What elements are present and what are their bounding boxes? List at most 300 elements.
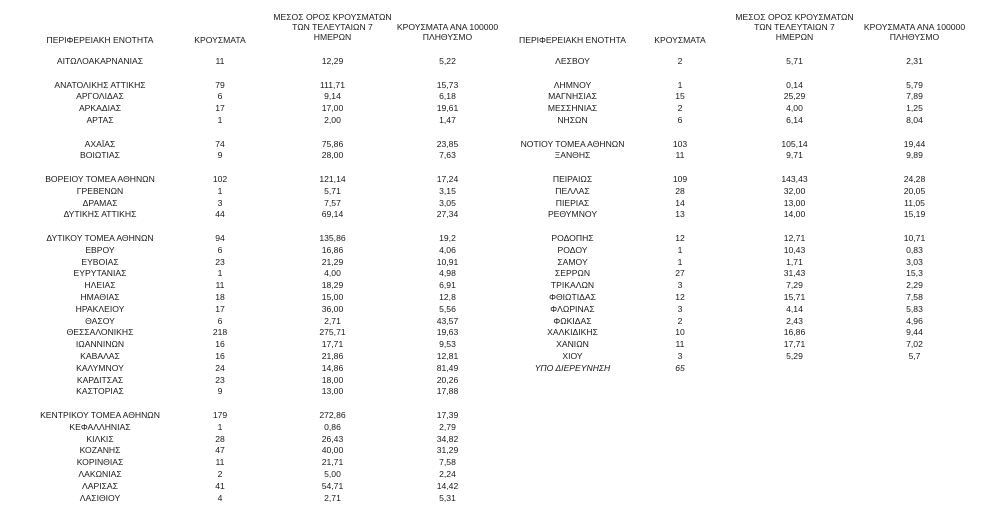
cell-per100k: 7,02 <box>906 339 923 350</box>
cell-cases: 11 <box>675 339 685 350</box>
header-cases: ΚΡΟΥΣΜΑΤΑ <box>194 35 246 45</box>
cell-region: ΧΙΟΥ <box>562 351 583 361</box>
table-row <box>0 292 500 303</box>
cell-cases: 15 <box>675 91 685 102</box>
cell-cases: 24 <box>215 362 225 373</box>
cell-region: ΑΡΤΑΣ <box>86 115 114 125</box>
table-row <box>500 304 982 315</box>
cell-cases: 79 <box>215 79 225 90</box>
table-row-spacer <box>0 127 500 138</box>
cell-region: ΛΑΣΙΘΙΟΥ <box>79 492 121 503</box>
cell-avg7: 18,29 <box>321 280 344 291</box>
cell-avg7: 15,00 <box>321 292 344 302</box>
table-row <box>0 493 500 504</box>
table-row <box>0 363 500 374</box>
cell-avg7: 25,29 <box>783 91 806 102</box>
cell-region: ΛΕΣΒΟΥ <box>555 56 590 66</box>
cell-avg7: 13,00 <box>321 386 344 397</box>
cell-avg7: 28,00 <box>321 150 344 161</box>
cell-per100k: 3,05 <box>439 197 456 208</box>
header-per100k-line1: ΚΡΟΥΣΜΑΤΑ ΑΝΑ 100000 <box>396 22 499 32</box>
table-row <box>0 186 500 197</box>
cell-region: ΔΥΤΙΚΟΥ ΤΟΜΕΑ ΑΘΗΝΩΝ <box>46 233 154 243</box>
table-row-spacer <box>0 221 500 232</box>
cell-region: ΚΕΦΑΛΛΗΝΙΑΣ <box>69 421 131 432</box>
cell-region: ΧΑΛΚΙΔΙΚΗΣ <box>547 327 598 338</box>
table-row <box>0 481 500 492</box>
cell-cases: 47 <box>215 445 225 456</box>
table-row <box>0 245 500 256</box>
cell-avg7: 1,71 <box>786 256 803 267</box>
cell-cases: 102 <box>212 174 228 184</box>
cell-cases: 74 <box>215 138 225 149</box>
cell-per100k: 19,2 <box>439 233 456 243</box>
cell-region: ΙΩΑΝΝΙΝΩΝ <box>75 339 125 350</box>
cell-region: ΛΑΚΩΝΙΑΣ <box>78 469 122 479</box>
cell-per100k: 19,61 <box>436 103 459 114</box>
cell-cases: 11 <box>215 457 225 468</box>
cell-cases: 2 <box>217 469 223 479</box>
table-row <box>500 339 982 350</box>
cell-avg7: 75,86 <box>321 138 344 149</box>
cell-per100k: 20,05 <box>903 185 926 196</box>
cell-avg7: 13,00 <box>783 197 806 208</box>
table-row <box>500 280 982 291</box>
cell-avg7: 21,86 <box>321 351 344 361</box>
cell-avg7: 9,14 <box>324 91 341 102</box>
cell-avg7: 21,71 <box>321 457 344 468</box>
table-row <box>0 386 500 397</box>
cell-per100k: 34,82 <box>436 433 459 444</box>
cell-region: ΒΟΙΩΤΙΑΣ <box>80 150 120 161</box>
table-row <box>500 80 982 91</box>
table-row <box>0 410 500 421</box>
table-row <box>0 375 500 386</box>
table-row <box>0 469 500 480</box>
cell-cases: 103 <box>672 138 688 149</box>
cell-per100k: 1,25 <box>906 103 923 114</box>
cell-per100k: 5,7 <box>908 351 921 361</box>
cell-cases: 6 <box>677 115 683 125</box>
table-row <box>500 233 982 244</box>
cell-per100k: 9,44 <box>906 327 923 338</box>
header-per100k-line2: ΠΛΗΘΥΣΜΟ <box>889 32 940 42</box>
cell-cases: 6 <box>217 315 223 326</box>
table-row <box>0 434 500 445</box>
cell-region: ΕΒΡΟΥ <box>85 244 115 255</box>
cell-cases: 109 <box>672 174 688 184</box>
table-row <box>0 91 500 102</box>
cell-cases: 17 <box>215 103 225 114</box>
table-row-spacer <box>500 127 982 138</box>
table-row <box>0 268 500 279</box>
table-row-spacer <box>0 162 500 173</box>
cell-avg7: 15,71 <box>783 292 806 302</box>
header-per100k-line1: ΚΡΟΥΣΜΑΤΑ ΑΝΑ 100000 <box>863 22 966 32</box>
cell-cases: 12 <box>675 292 685 302</box>
cell-per100k: 4,98 <box>439 268 456 279</box>
table-row <box>500 115 982 126</box>
cell-cases: 28 <box>675 185 685 196</box>
cell-avg7: 272,86 <box>319 410 346 420</box>
cell-cases: 94 <box>215 233 225 243</box>
table-row <box>0 139 500 150</box>
cell-per100k: 10,91 <box>436 256 459 267</box>
cell-region: ΑΡΚΑΔΙΑΣ <box>78 103 122 114</box>
cell-region: ΥΠΟ ΔΙΕΡΕΥΝΗΣΗ <box>534 362 611 373</box>
cell-per100k: 9,53 <box>439 339 456 350</box>
cell-per100k: 15,73 <box>436 79 459 90</box>
cell-avg7: 0,86 <box>324 421 341 432</box>
cell-cases: 2 <box>677 56 683 66</box>
cell-avg7: 17,00 <box>321 103 344 114</box>
cell-cases: 41 <box>215 480 225 491</box>
cell-cases: 14 <box>675 197 685 208</box>
table-row-spacer <box>500 68 982 79</box>
cell-avg7: 31,43 <box>783 268 806 279</box>
cell-region: ΡΕΘΥΜΝΟΥ <box>547 209 598 220</box>
header-avg-line3: ΗΜΕΡΩΝ <box>775 32 814 42</box>
cell-region: ΓΡΕΒΕΝΩΝ <box>76 185 124 196</box>
cell-cases: 23 <box>215 256 225 267</box>
cell-region: ΦΘΙΩΤΙΔΑΣ <box>549 292 596 302</box>
cell-avg7: 17,71 <box>321 339 344 350</box>
header-per100k-line2: ΠΛΗΘΥΣΜΟ <box>422 32 473 42</box>
cell-per100k: 5,22 <box>439 56 456 66</box>
table-row-spacer <box>500 162 982 173</box>
cell-avg7: 18,00 <box>321 374 344 385</box>
cell-per100k: 14,42 <box>436 480 459 491</box>
cell-region: ΠΙΕΡΙΑΣ <box>555 197 590 208</box>
cell-avg7: 0,14 <box>786 79 803 90</box>
cell-region: ΡΟΔΟΠΗΣ <box>551 233 594 243</box>
cell-avg7: 54,71 <box>321 480 344 491</box>
cell-cases: 13 <box>675 209 685 220</box>
cell-region: ΘΕΣΣΑΛΟΝΙΚΗΣ <box>66 327 134 338</box>
cell-cases: 9 <box>217 386 223 397</box>
cell-region: ΡΟΔΟΥ <box>557 244 588 255</box>
cell-region: ΗΜΑΘΙΑΣ <box>80 292 120 302</box>
cell-region: ΦΛΩΡΙΝΑΣ <box>550 303 595 314</box>
cell-avg7: 26,43 <box>321 433 344 444</box>
table-row <box>500 198 982 209</box>
cell-region: ΚΟΡΙΝΘΙΑΣ <box>76 457 124 468</box>
table-row <box>500 174 982 185</box>
cell-per100k: 2,79 <box>439 421 456 432</box>
cell-cases: 1 <box>677 244 683 255</box>
cell-per100k: 5,56 <box>439 303 456 314</box>
table-row <box>0 103 500 114</box>
cell-region: ΑΧΑΪΑΣ <box>84 138 116 149</box>
table-row <box>0 115 500 126</box>
cell-per100k: 31,29 <box>436 445 459 456</box>
cell-per100k: 4,96 <box>906 315 923 326</box>
table-row-spacer <box>0 68 500 79</box>
cell-cases: 3 <box>677 280 683 291</box>
cell-region: ΚΑΡΔΙΤΣΑΣ <box>76 374 124 385</box>
cell-region: ΕΥΡΥΤΑΝΙΑΣ <box>73 268 127 279</box>
cell-cases: 65 <box>675 362 685 373</box>
cell-region: ΔΥΤΙΚΗΣ ΑΤΤΙΚΗΣ <box>63 209 137 220</box>
cell-region: ΝΗΣΩΝ <box>557 115 588 125</box>
cell-per100k: 2,31 <box>906 56 923 66</box>
cell-per100k: 15,19 <box>903 209 926 220</box>
cell-region: ΞΑΝΘΗΣ <box>554 150 591 161</box>
cell-cases: 27 <box>675 268 685 279</box>
cell-cases: 6 <box>217 91 223 102</box>
cell-region: ΗΡΑΚΛΕΙΟΥ <box>75 303 125 314</box>
cell-region: ΚΙΛΚΙΣ <box>86 433 114 444</box>
cell-per100k: 12,8 <box>439 292 456 302</box>
cell-per100k: 7,58 <box>439 457 456 468</box>
cell-cases: 1 <box>217 185 223 196</box>
cell-per100k: 27,34 <box>436 209 459 220</box>
cell-cases: 11 <box>215 56 225 66</box>
cell-avg7: 14,00 <box>783 209 806 220</box>
cell-avg7: 5,00 <box>324 469 341 479</box>
table-row <box>0 422 500 433</box>
cell-per100k: 5,79 <box>906 79 923 90</box>
cell-cases: 9 <box>217 150 223 161</box>
cell-per100k: 0,83 <box>906 244 923 255</box>
table-row <box>0 339 500 350</box>
cell-per100k: 6,91 <box>439 280 456 291</box>
header-cases: ΚΡΟΥΣΜΑΤΑ <box>654 35 706 45</box>
table-row <box>500 257 982 268</box>
cell-per100k: 8,04 <box>906 115 923 125</box>
cell-cases: 11 <box>215 280 225 291</box>
cell-per100k: 19,44 <box>903 138 926 149</box>
cell-avg7: 14,86 <box>321 362 344 373</box>
table-row <box>500 245 982 256</box>
cell-per100k: 7,58 <box>906 292 923 302</box>
table-row-spacer <box>0 398 500 409</box>
table-row <box>500 56 982 67</box>
cell-region: ΒΟΡΕΙΟΥ ΤΟΜΕΑ ΑΘΗΝΩΝ <box>45 174 155 184</box>
cell-avg7: 40,00 <box>321 445 344 456</box>
cell-cases: 1 <box>217 421 223 432</box>
cell-per100k: 24,28 <box>903 174 926 184</box>
table-row <box>500 351 982 362</box>
cell-avg7: 5,29 <box>786 351 803 361</box>
cell-avg7: 4,00 <box>786 103 803 114</box>
cell-per100k: 17,88 <box>436 386 459 397</box>
header-region: ΠΕΡΙΦΕΡΕΙΑΚΗ ΕΝΟΤΗΤΑ <box>519 35 626 45</box>
cell-avg7: 143,43 <box>781 174 808 184</box>
cell-region: ΚΕΝΤΡΙΚΟΥ ΤΟΜΕΑ ΑΘΗΝΩΝ <box>40 410 160 420</box>
header-avg-line2: ΤΩΝ ΤΕΛΕΥΤΑΙΩΝ 7 <box>292 22 373 32</box>
table-row <box>0 457 500 468</box>
table-row <box>500 103 982 114</box>
cell-region: ΜΕΣΣΗΝΙΑΣ <box>547 103 598 114</box>
cell-per100k: 23,85 <box>436 138 459 149</box>
table-row <box>0 327 500 338</box>
cell-avg7: 7,29 <box>786 280 803 291</box>
cell-avg7: 135,86 <box>319 233 346 243</box>
cell-cases: 6 <box>217 244 223 255</box>
cell-region: ΛΗΜΝΟΥ <box>553 79 592 90</box>
cell-per100k: 15,3 <box>906 268 923 279</box>
table-row <box>0 233 500 244</box>
header-avg-line1: ΜΕΣΟΣ ΟΡΟΣ ΚΡΟΥΣΜΑΤΩΝ <box>735 12 854 22</box>
cell-avg7: 2,71 <box>324 315 341 326</box>
table-row <box>0 351 500 362</box>
cell-region: ΑΝΑΤΟΛΙΚΗΣ ΑΤΤΙΚΗΣ <box>54 79 146 90</box>
cell-cases: 1 <box>677 79 683 90</box>
cell-cases: 23 <box>215 374 225 385</box>
cell-avg7: 32,00 <box>783 185 806 196</box>
table-row <box>500 327 982 338</box>
cell-cases: 18 <box>215 292 225 302</box>
cell-per100k: 9,89 <box>906 150 923 161</box>
cell-region: ΠΕΙΡΑΙΩΣ <box>552 174 593 184</box>
table-row <box>500 186 982 197</box>
cell-per100k: 17,24 <box>436 174 459 184</box>
cell-region: ΤΡΙΚΑΛΩΝ <box>550 280 595 291</box>
cell-per100k: 10,71 <box>903 233 926 243</box>
table-row <box>0 56 500 67</box>
cell-per100k: 3,03 <box>906 256 923 267</box>
cell-cases: 44 <box>215 209 225 220</box>
cell-region: ΚΑΛΥΜΝΟΥ <box>76 362 124 373</box>
table-row <box>500 150 982 161</box>
cell-per100k: 7,89 <box>906 91 923 102</box>
cell-per100k: 2,24 <box>439 469 456 479</box>
cell-region: ΚΑΒΑΛΑΣ <box>80 351 120 361</box>
cell-per100k: 20,26 <box>436 374 459 385</box>
cell-region: ΛΑΡΙΣΑΣ <box>82 480 118 491</box>
cell-per100k: 81,49 <box>436 362 459 373</box>
table-row <box>500 139 982 150</box>
cell-region: ΣΕΡΡΩΝ <box>554 268 591 279</box>
cell-per100k: 12,81 <box>436 351 459 361</box>
cell-per100k: 5,31 <box>439 492 456 503</box>
cell-avg7: 17,71 <box>783 339 806 350</box>
cell-cases: 3 <box>217 197 223 208</box>
table-row <box>0 209 500 220</box>
cell-per100k: 2,29 <box>906 280 923 291</box>
cell-cases: 3 <box>677 351 683 361</box>
cell-per100k: 4,06 <box>439 244 456 255</box>
table-row <box>500 316 982 327</box>
table-row <box>0 304 500 315</box>
cell-cases: 16 <box>215 339 225 350</box>
cell-region: ΧΑΝΙΩΝ <box>556 339 589 350</box>
cell-per100k: 43,57 <box>436 315 459 326</box>
table-row-spacer <box>500 221 982 232</box>
header-avg-line2: ΤΩΝ ΤΕΛΕΥΤΑΙΩΝ 7 <box>754 22 835 32</box>
cell-per100k: 7,63 <box>439 150 456 161</box>
table-row <box>0 257 500 268</box>
cell-avg7: 5,71 <box>786 56 803 66</box>
cell-cases: 11 <box>675 150 685 161</box>
cell-region: ΕΥΒΟΙΑΣ <box>81 256 119 267</box>
cell-per100k: 5,83 <box>906 303 923 314</box>
cell-per100k: 17,39 <box>436 410 459 420</box>
cell-region: ΑΡΓΟΛΙΔΑΣ <box>76 91 124 102</box>
cell-cases: 1 <box>217 268 223 279</box>
cell-avg7: 111,71 <box>319 79 345 90</box>
cell-avg7: 2,43 <box>786 315 803 326</box>
cell-cases: 1 <box>217 115 223 125</box>
cell-region: ΜΑΓΝΗΣΙΑΣ <box>548 91 597 102</box>
cell-per100k: 1,47 <box>439 115 456 125</box>
cell-cases: 2 <box>677 103 683 114</box>
cell-cases: 28 <box>215 433 225 444</box>
cell-per100k: 19,63 <box>436 327 459 338</box>
cell-avg7: 5,71 <box>324 185 341 196</box>
cell-cases: 12 <box>675 233 685 243</box>
cell-region: ΚΑΣΤΟΡΙΑΣ <box>76 386 124 397</box>
cell-region: ΣΑΜΟΥ <box>557 256 588 267</box>
table-row <box>0 150 500 161</box>
cell-avg7: 69,14 <box>321 209 344 220</box>
cell-region: ΘΑΣΟΥ <box>85 315 115 326</box>
cell-avg7: 10,43 <box>783 244 806 255</box>
table-row <box>0 316 500 327</box>
cell-cases: 3 <box>677 303 683 314</box>
cell-avg7: 12,29 <box>321 56 344 66</box>
cell-avg7: 12,71 <box>783 233 806 243</box>
cell-cases: 16 <box>215 351 225 361</box>
table-row <box>0 280 500 291</box>
cell-avg7: 105,14 <box>781 138 808 149</box>
cell-cases: 218 <box>212 327 228 338</box>
cell-avg7: 16,86 <box>783 327 806 338</box>
cell-cases: 17 <box>215 303 225 314</box>
cell-region: ΔΡΑΜΑΣ <box>82 197 118 208</box>
cell-per100k: 11,05 <box>904 197 925 208</box>
header-region: ΠΕΡΙΦΕΡΕΙΑΚΗ ΕΝΟΤΗΤΑ <box>46 35 154 45</box>
cell-cases: 4 <box>217 492 223 503</box>
table-row <box>500 292 982 303</box>
header-avg-line1: ΜΕΣΟΣ ΟΡΟΣ ΚΡΟΥΣΜΑΤΩΝ <box>273 12 392 22</box>
table-row <box>500 363 982 374</box>
cell-cases: 2 <box>677 315 683 326</box>
cell-avg7: 2,71 <box>324 492 341 503</box>
cell-region: ΠΕΛΛΑΣ <box>555 185 590 196</box>
cell-avg7: 21,29 <box>321 256 344 267</box>
cell-avg7: 275,71 <box>319 327 346 338</box>
cell-avg7: 121,14 <box>319 174 346 184</box>
table-row <box>500 268 982 279</box>
cell-avg7: 16,86 <box>321 244 344 255</box>
header-avg-line3: ΗΜΕΡΩΝ <box>313 32 352 42</box>
cell-cases: 1 <box>677 256 683 267</box>
cell-per100k: 6,18 <box>439 91 456 102</box>
cell-avg7: 4,14 <box>786 303 803 314</box>
cell-avg7: 4,00 <box>324 268 341 279</box>
cell-cases: 179 <box>212 410 228 420</box>
cell-region: ΦΩΚΙΔΑΣ <box>553 315 592 326</box>
cell-region: ΗΛΕΙΑΣ <box>84 280 116 291</box>
cell-avg7: 2,00 <box>324 115 341 125</box>
table-row <box>500 91 982 102</box>
cell-avg7: 7,57 <box>324 197 341 208</box>
cell-avg7: 9,71 <box>786 150 803 161</box>
cell-region: ΚΟΖΑΝΗΣ <box>79 445 121 456</box>
cell-per100k: 3,15 <box>439 185 456 196</box>
table-row <box>0 80 500 91</box>
cell-avg7: 36,00 <box>321 303 344 314</box>
table-row <box>0 198 500 209</box>
table-row <box>0 445 500 456</box>
cell-avg7: 6,14 <box>786 115 803 125</box>
cell-region: ΝΟΤΙΟΥ ΤΟΜΕΑ ΑΘΗΝΩΝ <box>520 138 625 149</box>
cell-cases: 10 <box>675 327 685 338</box>
table-row <box>500 209 982 220</box>
cell-region: ΑΙΤΩΛΟΑΚΑΡΝΑΝΙΑΣ <box>56 56 144 66</box>
